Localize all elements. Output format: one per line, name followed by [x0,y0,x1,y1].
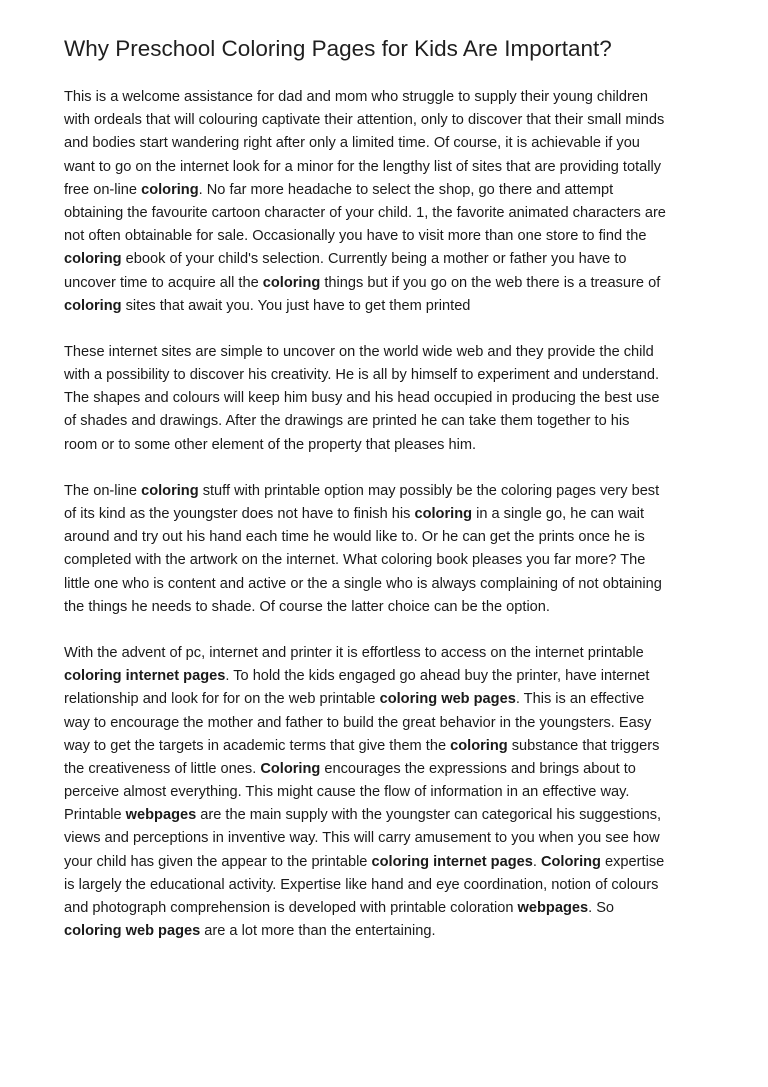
text-line [64,642,712,665]
bold-keyword: Coloring [260,760,321,777]
text-line [64,851,712,874]
text-segment: views and perceptions in inventive way. This will carry amusement to you when you see how [64,830,660,847]
text-segment: stuff with printable option may possibly be the coloring pages very best [198,482,660,499]
text-segment: substance that triggers [507,737,660,754]
text-segment: way to encourage the mother and father to build the great behavior in the youngsters. Easy [64,714,652,731]
text-segment: uncover time to acquire all the [64,274,263,291]
text-segment: and bodies start wandering right after only a limited time. Of course, it is achievable if you [64,135,640,152]
text-segment: are the main supply with the youngster can categorical his suggestions, [196,807,662,824]
text-line [64,225,712,248]
text-segment: in a single go, he can wait [472,506,645,522]
text-segment: Printable [64,807,126,824]
paragraph-3 [64,480,712,619]
text-line [64,735,712,758]
text-line [64,156,712,179]
text-segment: with a possibility to discover his creativity. He is all by himself to experiment and understand. [64,367,660,384]
text-segment: encourages the expressions and brings about to [320,760,636,777]
text-segment: obtaining the favourite cartoon character of your child. 1, the favorite animated characters are [64,204,666,221]
bold-keyword: coloring web pages [379,691,516,708]
text-line [64,295,712,318]
bold-keyword: coloring [141,482,199,499]
text-segment: with ordeals that will colouring captivate their attention, only to discover that their small minds [64,112,665,129]
text-segment: perceive almost everything. This might cause the flow of information in an effective way. [64,784,630,801]
text-line [64,272,712,295]
text-segment: With the advent of pc, internet and printer it is effortless to access on the internet printable [64,644,644,661]
text-segment: room or to some other element of the property that pleases him. [64,436,477,453]
bold-keyword: coloring internet pages [64,668,226,685]
bold-keyword: coloring [414,506,473,522]
text-line [64,109,712,132]
bold-keyword: coloring [262,274,321,291]
text-segment: These internet sites are simple to uncover on the world wide web and they provide the child [64,343,654,360]
document-body [64,86,712,943]
bold-keyword: coloring [141,181,199,198]
bold-keyword: Coloring [540,853,601,870]
text-line [64,804,712,827]
text-segment: your child has given the appear to the printable [64,853,372,870]
text-line [64,179,712,202]
text-segment: This is a welcome assistance for dad and mom who struggle to supply their young children [64,89,649,105]
text-line [64,665,712,688]
text-line [64,549,712,572]
text-segment: ebook of your child's selection. Currently being a mother or father you have to [121,251,627,268]
paragraph-4 [64,642,712,943]
text-segment: The shapes and colours will keep him busy and his head occupied in producing the best use [64,390,660,407]
text-segment: around and try out his hand each time he would like to. Or he can get the prints once he is [64,529,645,546]
text-segment: The on-line [64,482,142,499]
text-line [64,387,712,410]
text-line [64,874,712,897]
text-segment: not often obtainable for sale. Occasionally you have to visit more than one store to find the [64,228,647,245]
text-line [64,758,712,781]
text-line [64,897,712,920]
bold-keyword: coloring internet pages [371,853,533,870]
bold-keyword: webpages [517,900,589,916]
text-segment: . To hold the kids engaged go ahead buy the printer, have internet [225,668,650,685]
text-line [64,781,712,804]
text-segment: want to go on the internet look for a minor for the lengthy list of sites that are providing totally [64,158,662,175]
text-segment: are a lot more than the entertaining. [200,923,436,940]
text-line [64,434,712,457]
text-segment: expertise [600,853,665,870]
text-line [64,341,712,364]
text-segment: the things he needs to shade. Of course the latter choice can be the option. [64,598,550,615]
text-segment: things but if you go on the web there is a treasure of [320,274,661,291]
text-line [64,86,712,109]
text-segment: of its kind as the youngster does not have to finish his [64,506,415,522]
text-line [64,202,712,225]
text-segment: is largely the educational activity. Expertise like hand and eye coordination, notion of colours [64,876,659,893]
document-title: Why Preschool Coloring Pages for Kids Are Important? [64,36,612,61]
text-line [64,410,712,433]
text-line [64,920,712,943]
bold-keyword: coloring [64,297,122,314]
text-line [64,248,712,271]
text-line [64,573,712,596]
text-segment: completed with the artwork on the internet. What coloring book pleases you far more? The [64,552,646,569]
text-segment: sites that await you. You just have to get them printed [121,297,471,314]
text-segment: and photograph comprehension is developed with printable coloration [64,900,518,916]
bold-keyword: coloring [64,251,122,268]
paragraph-2 [64,341,712,457]
text-segment: . [532,853,541,870]
text-segment: free on-line [64,181,142,198]
text-segment: . This is an effective [515,691,645,708]
text-line [64,526,712,549]
paragraph-1 [64,86,712,318]
text-line [64,503,712,526]
text-segment: . No far more headache to select the shop, go there and attempt [198,181,614,198]
text-segment: . So [588,900,615,916]
bold-keyword: coloring web pages [64,923,201,940]
text-segment: way to get the targets in academic terms that give them the [64,737,451,754]
text-line [64,712,712,735]
text-line [64,364,712,387]
text-line [64,827,712,850]
text-line [64,596,712,619]
text-segment: the creativeness of little ones. [64,760,261,777]
text-line [64,132,712,155]
bold-keyword: coloring [450,737,508,754]
text-line [64,688,712,711]
text-segment: relationship and look for for on the web printable [64,691,380,708]
text-segment: of shades and drawings. After the drawings are printed he can take them together to his [64,413,630,430]
text-segment: little one who is content and active or the a single who is always complaining of not obtaining [64,575,662,592]
text-line [64,480,712,503]
bold-keyword: webpages [125,807,197,824]
document-page [64,34,712,966]
